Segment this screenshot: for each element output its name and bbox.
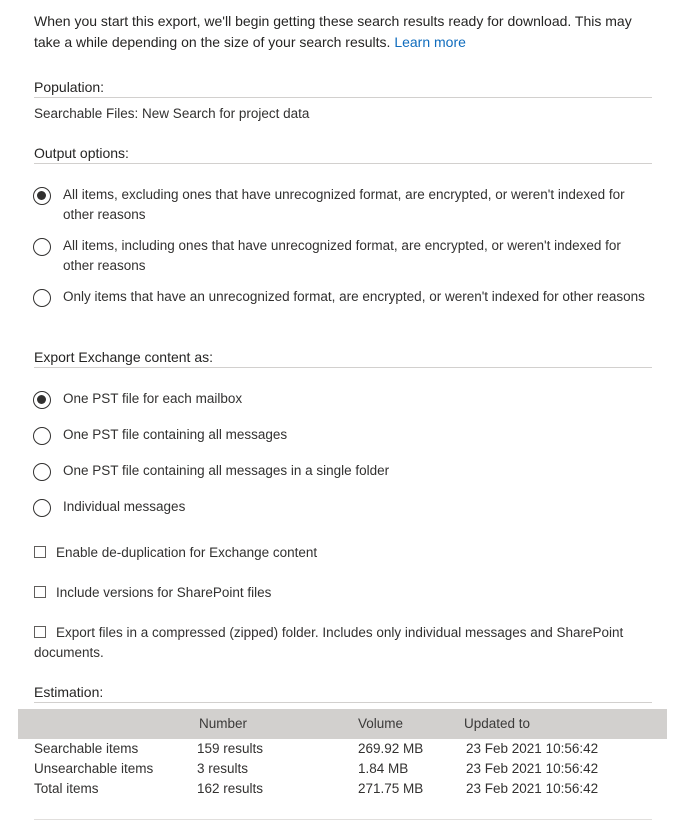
exchange-heading: Export Exchange content as: bbox=[34, 349, 652, 368]
estimation-heading: Estimation: bbox=[34, 684, 652, 703]
radio-unselected-icon[interactable] bbox=[33, 238, 51, 256]
exchange-option-pst-single-folder[interactable] bbox=[33, 464, 653, 481]
zip-label: Export files in a compressed (zipped) folder. Includes only individual messages and SharePoint documents. bbox=[34, 625, 624, 660]
row-number: 162 results bbox=[197, 781, 264, 796]
row-label: Unsearchable items bbox=[34, 761, 154, 776]
row-updated: 23 Feb 2021 10:56:42 bbox=[466, 781, 599, 796]
radio-selected-icon[interactable] bbox=[33, 187, 51, 205]
row-updated: 23 Feb 2021 10:56:42 bbox=[466, 741, 599, 756]
bottom-divider bbox=[34, 819, 652, 820]
row-number: 159 results bbox=[197, 741, 264, 756]
exchange-option-individual[interactable] bbox=[33, 500, 653, 517]
exchange-option-pst-per-mailbox[interactable] bbox=[33, 392, 653, 409]
exchange-option-pst-all[interactable] bbox=[33, 428, 653, 445]
column-header-updated: Updated to bbox=[464, 716, 531, 731]
dedup-label: Enable de-duplication for Exchange content bbox=[56, 545, 318, 560]
exchange-option-label: One PST file containing all messages bbox=[63, 427, 288, 442]
radio-unselected-icon[interactable] bbox=[33, 499, 51, 517]
output-option-label: All items, including ones that have unrecognized format, are encrypted, or weren't indexed for other reasons bbox=[63, 238, 621, 273]
learn-more-link[interactable]: Learn more bbox=[394, 34, 466, 50]
output-option-label: All items, excluding ones that have unrecognized format, are encrypted, or weren't indexed for other reasons bbox=[63, 187, 625, 222]
versions-label: Include versions for SharePoint files bbox=[56, 585, 272, 600]
row-updated: 23 Feb 2021 10:56:42 bbox=[466, 761, 599, 776]
population-heading: Population: bbox=[34, 79, 652, 98]
output-option-only-unrecognized[interactable] bbox=[33, 290, 653, 307]
radio-selected-icon[interactable] bbox=[33, 391, 51, 409]
output-option-label: Only items that have an unrecognized format, are encrypted, or weren't indexed for other reasons bbox=[63, 289, 645, 304]
dedup-checkbox-row[interactable] bbox=[34, 543, 654, 563]
zip-checkbox[interactable] bbox=[34, 626, 46, 638]
row-volume: 1.84 MB bbox=[358, 761, 409, 776]
row-volume: 271.75 MB bbox=[358, 781, 424, 796]
intro-text: When you start this export, we'll begin getting these search results ready for download. This may take a while depending on the size of your search results. bbox=[34, 13, 632, 50]
versions-checkbox[interactable] bbox=[34, 586, 46, 598]
exchange-option-label: One PST file containing all messages in a single folder bbox=[63, 463, 390, 478]
exchange-option-label: Individual messages bbox=[63, 499, 186, 514]
column-header-volume: Volume bbox=[358, 716, 404, 731]
radio-unselected-icon[interactable] bbox=[33, 427, 51, 445]
zip-checkbox-row[interactable] bbox=[34, 623, 654, 663]
radio-unselected-icon[interactable] bbox=[33, 463, 51, 481]
row-volume: 269.92 MB bbox=[358, 741, 424, 756]
intro-paragraph bbox=[34, 11, 649, 53]
column-header-number: Number bbox=[199, 716, 248, 731]
versions-checkbox-row[interactable] bbox=[34, 583, 654, 603]
population-value: Searchable Files: New Search for project data bbox=[34, 106, 310, 121]
exchange-option-label: One PST file for each mailbox bbox=[63, 391, 243, 406]
row-label: Total items bbox=[34, 781, 99, 796]
dedup-checkbox[interactable] bbox=[34, 546, 46, 558]
estimation-table-header bbox=[18, 709, 667, 739]
row-label: Searchable items bbox=[34, 741, 139, 756]
output-option-excluding[interactable] bbox=[33, 188, 653, 225]
output-option-including[interactable] bbox=[33, 239, 653, 276]
output-options-heading: Output options: bbox=[34, 145, 652, 164]
radio-unselected-icon[interactable] bbox=[33, 289, 51, 307]
row-number: 3 results bbox=[197, 761, 249, 776]
